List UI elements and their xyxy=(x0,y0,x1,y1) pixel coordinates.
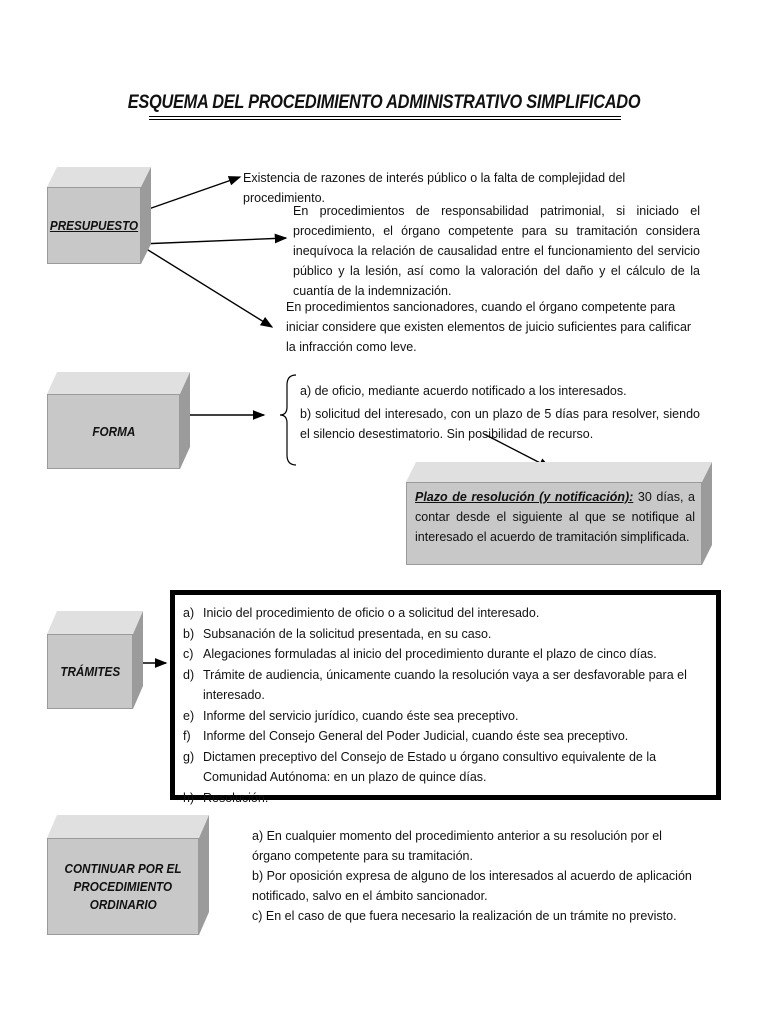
continuar-label-1: CONTINUAR POR EL xyxy=(64,860,182,876)
tramites-item xyxy=(183,644,710,665)
presupuesto-item-2: En procedimientos de responsabilidad patrimonial, si iniciado el procedimiento, el órgano competente para su tramitación considera inequívoca la relación de causalidad entre el funcionamiento del servicio público y la lesión, así como la valoración del daño y el cálculo de la cuantía de la indemnización. xyxy=(293,204,700,298)
tramites-item xyxy=(183,665,710,706)
tramites-item-text: Alegaciones formuladas al inicio del procedimiento durante el plazo de cinco días. xyxy=(203,647,657,661)
plazo-label: Plazo de resolución (y notificación): xyxy=(415,490,634,504)
tramites-item-text: Inicio del procedimiento de oficio o a solicitud del interesado. xyxy=(203,606,540,620)
tramites-list xyxy=(175,595,716,808)
tramites-item-key: a) xyxy=(183,606,195,620)
tramites-item-text: Trámite de audiencia, únicamente cuando la resolución vaya a ser desfavorable para el interesado. xyxy=(203,667,687,702)
tramites-item xyxy=(183,726,710,747)
tramites-item xyxy=(183,706,710,727)
tramites-item-key: b) xyxy=(183,626,195,641)
tramites-item-text: Informe del Consejo General del Poder Judicial, cuando éste sea preceptivo. xyxy=(203,729,629,743)
forma-item-a: a) de oficio, mediante acuerdo notificado a los interesados. xyxy=(300,384,627,398)
continuar-item-b: b) Por oposición expresa de alguno de los interesados al acuerdo de aplicación notificado, salvo en el ámbito sancionador. xyxy=(252,869,692,903)
tramites-item xyxy=(183,788,710,809)
tramites-item-text: Subsanación de la solicitud presentada, en su caso. xyxy=(203,626,492,641)
arrow-presupuesto-1 xyxy=(140,177,240,212)
tramites-item-key: e) xyxy=(183,708,195,723)
tramites-list-box xyxy=(170,590,721,805)
tramites-item-key: c) xyxy=(183,647,194,661)
arrow-presupuesto-2 xyxy=(140,238,286,244)
continuar-label-3: ORDINARIO xyxy=(89,896,157,912)
continuar-label-2: PROCEDIMIENTO xyxy=(73,878,173,894)
presupuesto-label: PRESUPUESTO xyxy=(49,217,139,233)
continuar-list xyxy=(252,826,692,926)
tramites-item-text: Resolución. xyxy=(203,790,269,805)
tramites-item-key: f) xyxy=(183,729,191,743)
tramites-item-text: Informe del servicio jurídico, cuando éste sea preceptivo. xyxy=(203,708,519,723)
tramites-item-text: Dictamen preceptivo del Consejo de Estado u órgano consultivo equivalente de la Comunidad Autónoma: en un plazo de quince días. xyxy=(203,749,657,784)
continuar-item-a: a) En cualquier momento del procedimiento anterior a su resolución por el órgano competente para su tramitación. xyxy=(252,829,662,863)
arrow-presupuesto-3 xyxy=(140,245,272,327)
presupuesto-item-3: En procedimientos sancionadores, cuando el órgano competente para iniciar considere que existen elementos de juicio suficientes para calificar la infracción como leve. xyxy=(286,300,692,354)
brace xyxy=(280,375,296,465)
tramites-item-key: d) xyxy=(183,667,195,682)
plazo-text xyxy=(407,483,701,547)
continuar-item-c: c) En el caso de que fuera necesario la realización de un trámite no previsto. xyxy=(252,909,677,923)
tramites-item-key: g) xyxy=(183,749,195,764)
tramites-item xyxy=(183,624,710,645)
tramites-item-key: h) xyxy=(183,790,195,805)
tramites-label: TRÁMITES xyxy=(60,663,120,679)
tramites-item xyxy=(183,747,710,788)
page-title: ESQUEMA DEL PROCEDIMIENTO ADMINISTRATIVO SIMPLIFICADO xyxy=(127,92,641,113)
forma-label: FORMA xyxy=(92,423,135,439)
plazo-body: 30 días, a contar desde el siguiente al que se notifique al interesado el acuerdo de tramitación simplificada. xyxy=(415,490,696,544)
forma-item-b: b) solicitud del interesado, con un plazo de 5 días para resolver, siendo el silencio desestimatorio. Sin posibilidad de recurso. xyxy=(300,407,700,441)
presupuesto-item-1: Existencia de razones de interés público o la falta de complejidad del procedimiento. xyxy=(243,171,626,205)
tramites-item xyxy=(183,603,710,624)
